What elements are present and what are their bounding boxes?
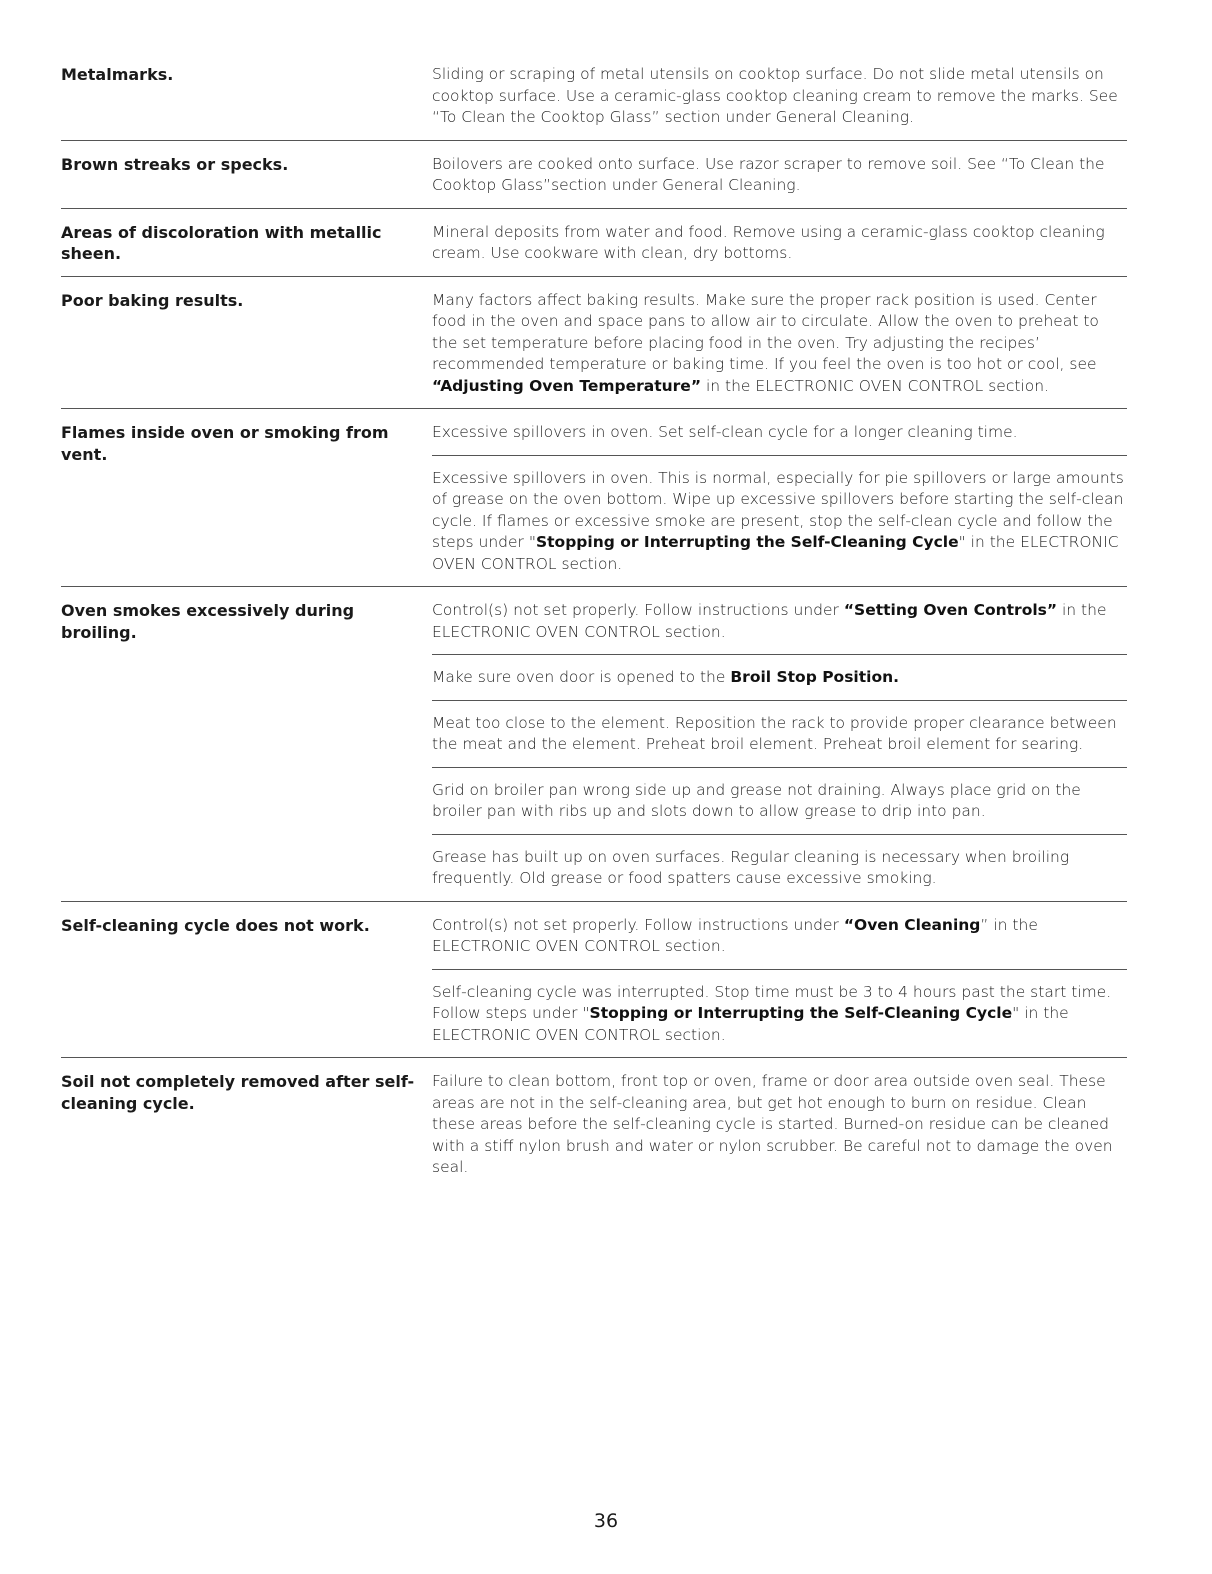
troubleshooting-table bbox=[61, 62, 1127, 1190]
emphasis-text: “Adjusting Oven Temperature” bbox=[432, 376, 702, 395]
body-text: in the ELECTRONIC OVEN CONTROL section. bbox=[701, 376, 1049, 395]
body-text: Grease has built up on oven surfaces. Regular cleaning is necessary when broiling frequently. Old grease or food spatters cause excessive smoking. bbox=[432, 847, 1070, 887]
table-row bbox=[61, 62, 1127, 141]
body-text: Many factors affect baking results. Make sure the proper rack position is used. Center food in the oven and space pans to allow air to circulate. Allow the oven to preheat to the set temperature before placing food in the oven. Try adjusting the recipes’ recommended temperature or baking time. If you feel the oven is too hot or cool, see bbox=[432, 290, 1099, 373]
problem-label: Flames inside oven or smoking from vent. bbox=[61, 423, 389, 464]
body-text: Excessive spillovers in oven. Set self-clean cycle for a longer cleaning time. bbox=[432, 423, 1018, 441]
cause-solution bbox=[432, 913, 1127, 969]
problem-label: Metalmarks. bbox=[61, 65, 174, 84]
problem-label: Oven smokes excessively during broiling. bbox=[61, 601, 355, 642]
body-text: Excessive spillovers in oven. This is normal, especially for pie spillovers or large amounts of grease on the oven bottom. Wipe up excessive spillovers before starting the self-clean cycle. If flames or excessive smoke are present, stop the self-clean cycle and follow the steps under " bbox=[432, 468, 1124, 551]
causes-column bbox=[432, 1069, 1127, 1190]
cause-solution bbox=[432, 288, 1127, 409]
emphasis-text: Broil Stop Position. bbox=[730, 668, 900, 686]
emphasis-text: “Oven Cleaning bbox=[843, 915, 981, 934]
body-text: in the ELECTRONIC OVEN CONTROL section. bbox=[432, 601, 1107, 641]
body-text: " in the ELECTRONIC OVEN CONTROL section. bbox=[432, 1004, 1069, 1044]
body-text: Boilovers are cooked onto surface. Use razor scraper to remove soil. See “To Clean the Cooktop Glass”section under General Cleaning. bbox=[432, 154, 1105, 194]
table-row bbox=[61, 409, 1127, 587]
body-text: " in the ELECTRONIC OVEN CONTROL section. bbox=[432, 533, 1119, 573]
cause-solution bbox=[432, 700, 1127, 767]
causes-column bbox=[432, 420, 1127, 586]
table-row bbox=[61, 1058, 1127, 1190]
table-row bbox=[61, 277, 1127, 410]
causes-column bbox=[432, 62, 1127, 140]
cause-solution bbox=[432, 598, 1127, 654]
table-row bbox=[61, 209, 1127, 277]
problem-label: Poor baking results. bbox=[61, 290, 244, 310]
body-text: Meat too close to the element. Reposition the rack to provide proper clearance between the meat and the element. Preheat broil element. Preheat broil element for searing. bbox=[432, 713, 1117, 753]
cause-solution bbox=[432, 220, 1127, 276]
body-text: Failure to clean bottom, front top or oven, frame or door area outside oven seal. These areas are not in the self-cleaning area, but get hot enough to burn on residue. Clean these areas before the self-cleaning cycle is started. Burned-on residue can be cleaned with a stiff nylon brush and water or nylon scrubber. Be careful not to damage the oven seal. bbox=[432, 1072, 1113, 1176]
causes-column bbox=[432, 152, 1127, 208]
cause-solution bbox=[432, 152, 1127, 208]
emphasis-text: Stopping or Interrupting the Self-Cleaning Cycle bbox=[535, 533, 959, 551]
cause-solution bbox=[432, 1069, 1127, 1190]
problem-label: Soil not completely removed after self-cleaning cycle. bbox=[61, 1072, 415, 1113]
problem-label: Self-cleaning cycle does not work. bbox=[61, 915, 370, 935]
problem-label: Areas of discoloration with metallic sheen. bbox=[61, 222, 382, 263]
cause-solution bbox=[432, 654, 1127, 700]
causes-column bbox=[432, 913, 1127, 1058]
body-text: Control(s) not set properly. Follow instructions under bbox=[432, 601, 844, 619]
page-number: 36 bbox=[593, 1510, 619, 1532]
problem-label: Brown streaks or specks. bbox=[61, 154, 289, 174]
cause-solution bbox=[432, 455, 1127, 587]
causes-column bbox=[432, 598, 1127, 901]
body-text: Control(s) not set properly. Follow instructions under bbox=[432, 915, 844, 934]
body-text: Sliding or scraping of metal utensils on cooktop surface. Do not slide metal utensils on cooktop surface. Use a ceramic-glass cooktop cleaning cream to remove the marks. See “To Clean the Cooktop Glass” section under General Cleaning. bbox=[432, 65, 1118, 126]
table-row bbox=[61, 141, 1127, 209]
cause-solution bbox=[432, 834, 1127, 901]
causes-column bbox=[432, 288, 1127, 409]
body-text: Grid on broiler pan wrong side up and grease not draining. Always place grid on the broiler pan with ribs up and slots down to allow grease to drip into pan. bbox=[432, 780, 1081, 820]
body-text: Self-cleaning cycle was interrupted. Stop time must be 3 to 4 hours past the start time. Follow steps under " bbox=[432, 982, 1112, 1022]
cause-solution bbox=[432, 62, 1127, 140]
cause-solution bbox=[432, 767, 1127, 834]
emphasis-text: Stopping or Interrupting the Self-Cleaning Cycle bbox=[589, 1004, 1013, 1022]
cause-solution bbox=[432, 420, 1127, 455]
causes-column bbox=[432, 220, 1127, 276]
table-row bbox=[61, 587, 1127, 902]
table-row bbox=[61, 902, 1127, 1059]
body-text: ” in the ELECTRONIC OVEN CONTROL section. bbox=[432, 915, 1038, 955]
body-text: Mineral deposits from water and food. Remove using a ceramic-glass cooktop cleaning cream. Use cookware with clean, dry bottoms. bbox=[432, 222, 1105, 262]
emphasis-text: “Setting Oven Controls” bbox=[843, 601, 1058, 619]
cause-solution bbox=[432, 969, 1127, 1058]
body-text: Make sure oven door is opened to the bbox=[432, 668, 731, 686]
